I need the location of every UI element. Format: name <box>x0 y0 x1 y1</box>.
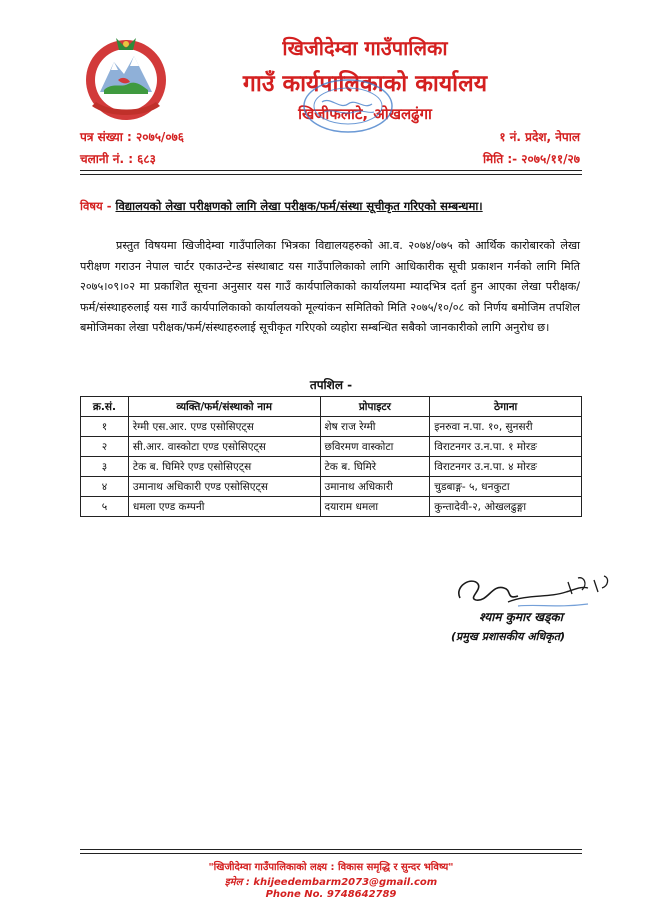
cell-address: चुडबाङ्ग- ५, धनकुटा <box>430 477 582 497</box>
cell-firm-name: रेग्मी एस.आर. एण्ड एसोसिएट्स <box>128 417 320 437</box>
auditor-list-table <box>80 396 582 517</box>
table-row <box>81 417 582 437</box>
table-row <box>81 477 582 497</box>
cell-proprietor: उमानाथ अधिकारी <box>320 477 430 497</box>
cell-address: इनरुवा न.पा. १०, सुनसरी <box>430 417 582 437</box>
letter-number: पत्र संख्या : २०७५/०७६ <box>80 130 185 144</box>
footer-divider <box>80 849 582 850</box>
cell-firm-name: टेक ब. घिमिरे एण्ड एसोसिएट्स <box>128 457 320 477</box>
cell-address: कुन्तादेवी-२, ओखलढुङ्गा <box>430 497 582 517</box>
subject-line <box>80 199 590 214</box>
office-seal-stamp <box>300 76 396 134</box>
footer-phone: Phone No. 9748642789 <box>265 889 397 900</box>
subject-label: विषय - <box>80 199 112 213</box>
letter-date: मिति :- २०७५/११/२७ <box>482 152 580 166</box>
table-row <box>81 437 582 457</box>
footer-motto: "खिजीदेम्वा गाउँपालिकाको लक्ष्य : विकास समृद्धि र सुन्दर भविष्य" <box>208 862 454 873</box>
cell-firm-name: धमला एण्ड कम्पनी <box>128 497 320 517</box>
cell-address: विराटनगर उ.न.पा. १ मोरङ <box>430 437 582 457</box>
signatory-name: श्याम कुमार खड्का <box>479 610 563 624</box>
cell-serial: ३ <box>81 457 129 477</box>
details-heading: तपशिल - <box>309 378 353 392</box>
nepal-emblem-logo <box>78 30 174 126</box>
province-label: १ नं. प्रदेश, नेपाल <box>499 130 580 144</box>
cell-proprietor: दयाराम धमला <box>320 497 430 517</box>
header-proprietor: प्रोपाइटर <box>320 397 430 417</box>
cell-address: विराटनगर उ.न.पा. ४ मोरङ <box>430 457 582 477</box>
header-address: ठेगाना <box>430 397 582 417</box>
table-header-row <box>81 397 582 417</box>
cell-proprietor: टेक ब. घिमिरे <box>320 457 430 477</box>
header-firm-name: व्यक्ति/फर्म/संस्थाको नाम <box>128 397 320 417</box>
header-divider-inner <box>80 174 582 175</box>
table-row <box>81 457 582 477</box>
office-address: खिजीफलाटे, ओखलढुंगा <box>298 105 432 123</box>
cell-proprietor: शेष राज रेग्मी <box>320 417 430 437</box>
cell-serial: ५ <box>81 497 129 517</box>
cell-firm-name: उमानाथ अधिकारी एण्ड एसोसिएट्स <box>128 477 320 497</box>
cell-serial: ४ <box>81 477 129 497</box>
office-name: गाउँ कार्यपालिकाको कार्यालय <box>242 71 488 97</box>
footer-divider-inner <box>80 853 582 854</box>
footer-email: इमेल : khijeedembarm2073@gmail.com <box>224 877 438 888</box>
cell-serial: १ <box>81 417 129 437</box>
municipality-name: खिजीदेम्वा गाउँपालिका <box>282 36 448 60</box>
header-serial: क्र.सं. <box>81 397 129 417</box>
signatory-title: (प्रमुख प्रशासकीय अधिकृत) <box>451 630 565 643</box>
table-row <box>81 497 582 517</box>
subject-text: विद्यालयको लेखा परीक्षणको लागि लेखा परीक्षक/फर्म/संस्था सूचीकृत गरिएको सम्बन्धमा। <box>115 199 483 213</box>
cell-serial: २ <box>81 437 129 457</box>
cell-firm-name: सी.आर. वास्कोटा एण्ड एसोसिएट्स <box>128 437 320 457</box>
header-divider <box>80 170 582 171</box>
cell-proprietor: छविरमण वास्कोटा <box>320 437 430 457</box>
dispatch-number: चलानी नं. : ६८३ <box>80 152 156 166</box>
letter-body-paragraph: प्रस्तुत विषयमा खिजीदेम्वा गाउँपालिका भित्रका विद्यालयहरुको आ.व. २०७४/०७५ को आर्थिक कारोबारको लेखा परीक्षण गराउन नेपाल चार्टर एकाउन्टेन्ड संस्थाबाट यस गाउँपालिकाको लागि आधिकारीक सूची प्रकाशन गर्नको लागि मिति २०७५।०९।०२ मा प्रकाशित सूचना अनुसार यस गाउँ कार्यपालिकाको कार्यालयमा म्यादभित्र दर्ता हुन आएका लेखा परीक्षक/फर्म/संस्थाहरुलाई यस गाउँ कार्यपालिकाको कार्यालयको मूल्यांकन समितिको मिति २०७५/१०/०८ को निर्णय बमोजिम तपशिल बमोजिमका लेखा परीक्षक/फर्म/संस्थाहरुलाई सूचीकृत गरिएको व्यहोरा सम्बन्धित सबैको जानकारीको लागि अनुरोध छ। <box>80 239 580 334</box>
